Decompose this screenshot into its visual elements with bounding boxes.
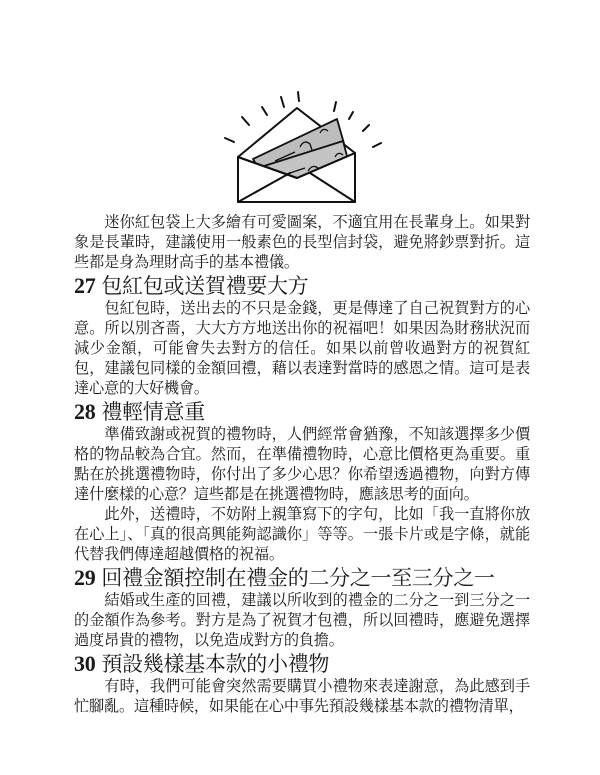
section-title: 包紅包或送賀禮要大方 [101, 274, 309, 298]
section-title: 回禮金額控制在禮金的二分之一至三分之一 [101, 566, 495, 590]
section-heading-29 [74, 566, 530, 590]
section-heading-30 [74, 652, 530, 676]
section-number: 30 [74, 651, 96, 676]
section-paragraph: 包紅包時，送出去的不只是金錢，更是傳達了自己祝賀對方的心意。所以別吝嗇，大大方方地送出你的祝福吧！如果因為財務狀況而減少金額，可能會失去對方的信任。如果以前曾收過對方的祝賀紅包，建議包同樣的金額回禮，藉以表達對當時的感恩之情。這可是表達心意的大好機會。 [74, 299, 530, 397]
section-paragraph: 準備致謝或祝賀的禮物時，人們經常會猶豫，不知該選擇多少價格的物品較為合宜。然而，在準備禮物時，心意比價格更為重要。重點在於挑選禮物時，你付出了多少心思？你希望透過禮物，向對方傳達什麼樣的心意？這些都是在挑選禮物時，應該思考的面向。 [74, 425, 530, 503]
section-paragraph: 此外，送禮時，不妨附上親筆寫下的字句，比如「我一直將你放在心上」、「真的很高興能夠認識你」等等。一張卡片或是字條，就能代替我們傳達超越價格的祝福。 [74, 505, 530, 563]
intro-paragraph: 迷你紅包袋上大多繪有可愛圖案，不適宜用在長輩身上。如果對象是長輩時，建議使用一般素色的長型信封袋，避免將鈔票對折。這些都是身為理財高手的基本禮儀。 [74, 213, 530, 271]
section-heading-27 [74, 274, 530, 298]
section-title: 預設幾樣基本款的小禮物 [101, 652, 330, 676]
envelope-with-money-icon [215, 75, 385, 205]
section-number: 27 [74, 273, 96, 298]
section-paragraph: 結婚或生產的回禮，建議以所收到的禮金的二分之一到三分之一的金額作為參考。對方是為了祝賀才包禮，所以回禮時，應避免選擇過度昂貴的禮物，以免造成對方的負擔。 [74, 591, 530, 649]
section-title: 禮輕情意重 [101, 400, 205, 424]
section-number: 29 [74, 565, 96, 590]
section-paragraph: 有時，我們可能會突然需要購買小禮物來表達謝意，為此感到手忙腳亂。這種時候，如果能在心中事先預設幾樣基本款的禮物清單， [74, 677, 530, 715]
section-number: 28 [74, 399, 96, 424]
section-heading-28 [74, 400, 530, 424]
article-body [74, 212, 530, 716]
